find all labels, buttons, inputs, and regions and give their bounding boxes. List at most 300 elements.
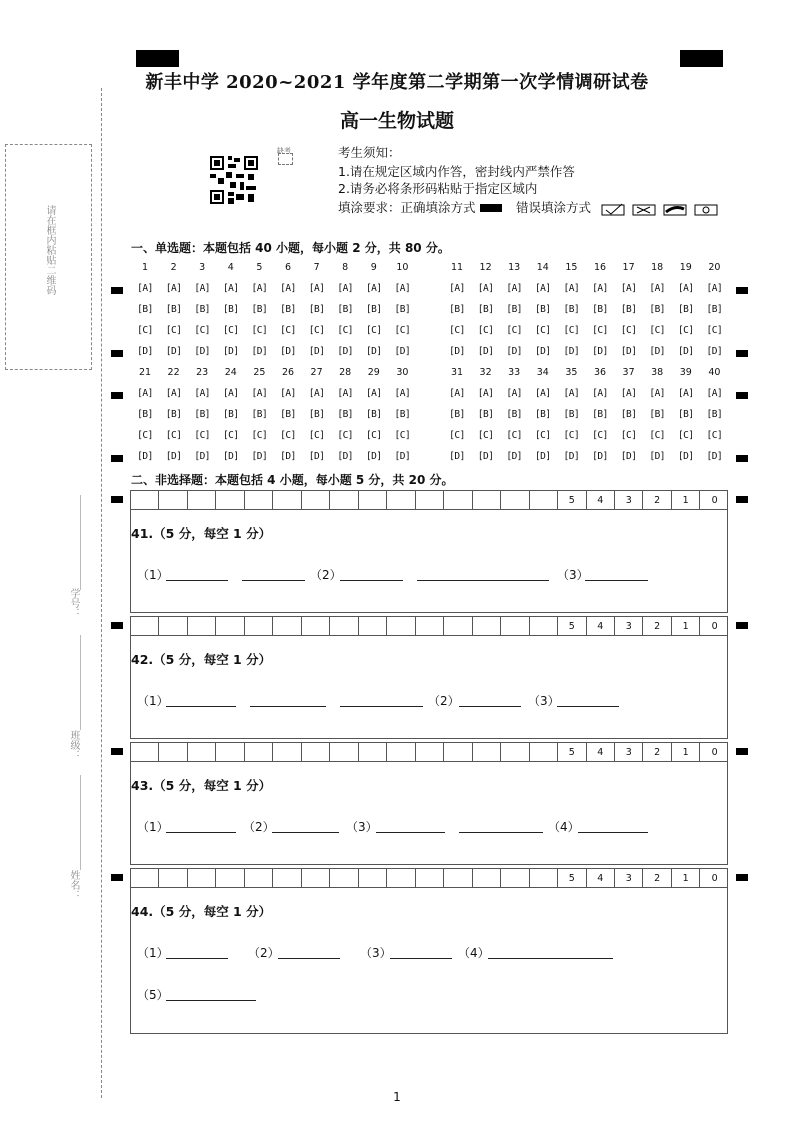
score-option[interactable]: 0 [711,621,718,632]
answer-bubble[interactable]: [D] [194,451,211,462]
answer-bubble[interactable]: [A] [706,283,723,294]
answer-bubble[interactable]: [D] [706,451,723,462]
score-cell[interactable] [216,869,244,887]
answer-bubble[interactable]: [B] [506,304,523,315]
answer-bubble[interactable]: [D] [251,346,268,357]
score-cell[interactable] [216,743,244,761]
answer-blank[interactable] [278,958,340,959]
answer-bubble[interactable]: [C] [477,325,494,336]
answer-bubble[interactable]: [A] [222,283,239,294]
answer-bubble[interactable]: [C] [677,325,694,336]
score-option[interactable]: 3 [615,743,643,761]
score-option[interactable]: 3 [615,869,643,887]
score-cell[interactable] [473,743,501,761]
score-cell[interactable] [501,617,529,635]
answer-bubble[interactable]: [C] [165,325,182,336]
answer-bubble[interactable]: [D] [165,451,182,462]
score-cell[interactable] [387,743,415,761]
answer-bubble[interactable]: [D] [137,346,153,357]
timing-mark [736,496,748,503]
score-cell[interactable] [245,743,273,761]
answer-bubble[interactable]: [D] [534,346,551,357]
answer-bubble[interactable]: [C] [308,325,325,336]
score-option[interactable]: 4 [587,869,615,887]
score-cell[interactable] [530,743,558,761]
score-cell[interactable] [530,617,558,635]
answer-bubble[interactable]: [B] [534,304,551,315]
answer-bubble[interactable]: [B] [137,304,153,315]
answer-bubble[interactable]: [D] [449,346,465,357]
answer-bubble[interactable]: [A] [251,283,268,294]
score-option[interactable]: 1 [672,491,700,509]
answer-blank[interactable] [459,706,521,707]
answer-blank[interactable] [272,832,339,833]
answer-bubble[interactable]: [D] [620,451,637,462]
answer-bubble[interactable]: [D] [477,346,494,357]
answer-bubble[interactable]: [A] [449,283,465,294]
answer-bubble[interactable]: [C] [137,325,153,336]
answer-bubble[interactable]: [C] [308,430,325,441]
answer-bubble[interactable]: [D] [677,346,694,357]
score-cell[interactable] [216,491,244,509]
answer-bubble[interactable]: [C] [534,430,551,441]
answer-bubble[interactable]: [A] [620,283,637,294]
answer-bubble[interactable]: [C] [449,325,465,336]
score-cell[interactable] [444,617,472,635]
answer-bubble[interactable]: [C] [337,325,354,336]
answer-bubble[interactable]: [D] [477,451,494,462]
timing-mark [111,622,123,629]
answer-bubble[interactable]: [A] [592,283,608,294]
answer-bubble[interactable]: [C] [280,430,296,441]
correct-fill-sample [480,204,502,212]
score-option[interactable]: 5 [558,743,586,761]
answer-bubble[interactable]: [C] [706,325,723,336]
answer-bubble[interactable]: [D] [620,346,637,357]
score-cell[interactable] [359,491,387,509]
answer-bubble[interactable]: [B] [308,409,325,420]
top-left-mark [136,50,179,67]
score-cell[interactable] [159,869,187,887]
score-cell[interactable] [273,491,301,509]
score-cell[interactable] [273,617,301,635]
question-number: 6 [284,262,292,273]
score-cell[interactable] [131,617,159,635]
answer-bubble[interactable]: [D] [449,451,465,462]
answer-bubble[interactable]: [B] [706,304,723,315]
answer-bubble[interactable]: [D] [308,346,325,357]
answer-bubble[interactable]: [C] [137,430,153,441]
answer-bubble[interactable]: [B] [620,304,637,315]
answer-bubble[interactable]: [A] [308,388,325,399]
answer-bubble[interactable]: [D] [251,451,268,462]
answer-bubble[interactable]: [B] [194,409,211,420]
answer-blank[interactable] [488,958,613,959]
answer-bubble[interactable]: [C] [649,325,666,336]
answer-blank[interactable] [166,706,236,707]
answer-blank[interactable] [390,958,452,959]
score-cell[interactable] [387,617,415,635]
score-cell[interactable] [273,869,301,887]
answer-blank[interactable] [585,580,648,581]
answer-blank[interactable] [417,580,549,581]
answer-bubble[interactable]: [B] [394,304,411,315]
notice-heading: 考生须知： [338,145,401,160]
answer-bubble[interactable]: [D] [592,346,608,357]
answer-bubble[interactable]: [B] [165,409,182,420]
blank-label: （3） [346,820,378,834]
answer-bubble[interactable]: [D] [706,346,723,357]
answer-bubble[interactable]: [A] [620,388,637,399]
score-option[interactable]: 4 [587,743,615,761]
answer-bubble[interactable]: [D] [506,451,523,462]
score-cell[interactable] [330,491,358,509]
answer-blank[interactable] [166,580,228,581]
answer-bubble[interactable]: [B] [337,304,354,315]
question-title: 43.（5 分，每空 1 分） [131,778,272,793]
answer-blank[interactable] [340,706,423,707]
score-cell[interactable] [416,869,444,887]
answer-bubble[interactable]: [C] [534,325,551,336]
answer-bubble[interactable]: [C] [449,430,465,441]
answer-bubble[interactable]: [A] [280,283,296,294]
answer-bubble[interactable]: [C] [365,430,382,441]
answer-bubble[interactable]: [A] [394,388,411,399]
score-cell[interactable] [501,869,529,887]
answer-bubble[interactable]: [C] [592,430,608,441]
answer-blank[interactable] [459,832,543,833]
answer-bubble[interactable]: [A] [534,283,551,294]
score-cell[interactable] [416,491,444,509]
answer-bubble[interactable]: [A] [280,388,296,399]
answer-bubble[interactable]: [A] [337,388,354,399]
answer-bubble[interactable]: [C] [563,430,580,441]
score-cell[interactable] [159,743,187,761]
score-option[interactable]: 0 [711,747,718,758]
score-option[interactable]: 2 [643,491,671,509]
score-cell[interactable] [473,869,501,887]
score-cell[interactable] [188,869,216,887]
question-number: 25 [253,367,266,378]
score-cell[interactable] [131,743,159,761]
answer-bubble[interactable]: [D] [394,346,411,357]
score-option[interactable]: 5 [558,869,586,887]
answer-bubble[interactable]: [C] [563,325,580,336]
answer-bubble[interactable]: [C] [706,430,723,441]
score-cell[interactable] [359,617,387,635]
score-cell[interactable] [330,743,358,761]
score-cell[interactable] [387,491,415,509]
score-option[interactable]: 2 [643,869,671,887]
answer-bubble[interactable]: [B] [194,304,211,315]
answer-bubble[interactable]: [A] [649,388,666,399]
answer-blank[interactable] [578,832,648,833]
answer-bubble[interactable]: [B] [137,409,153,420]
top-right-mark [680,50,723,67]
answer-bubble[interactable]: [A] [706,388,723,399]
answer-bubble[interactable]: [D] [563,451,580,462]
question-number: 10 [396,262,409,273]
timing-mark [111,496,123,503]
score-cell[interactable] [530,869,558,887]
answer-bubble[interactable]: [A] [365,283,382,294]
answer-bubble[interactable]: [C] [649,430,666,441]
score-cell[interactable] [444,869,472,887]
answer-blank[interactable] [376,832,445,833]
answer-bubble[interactable]: [C] [280,325,296,336]
answer-bubble[interactable]: [A] [534,388,551,399]
answer-bubble[interactable]: [D] [365,346,382,357]
answer-bubble[interactable]: [D] [337,451,354,462]
answer-bubble[interactable]: [B] [365,409,382,420]
answer-bubble[interactable]: [D] [137,451,153,462]
answer-bubble[interactable]: [B] [449,409,465,420]
answer-bubble[interactable]: [C] [251,430,268,441]
answer-bubble[interactable]: [B] [222,409,239,420]
score-cell[interactable] [245,869,273,887]
answer-blank[interactable] [340,580,403,581]
answer-bubble[interactable]: [C] [677,430,694,441]
score-option[interactable]: 2 [643,743,671,761]
answer-bubble[interactable]: [D] [165,346,182,357]
answer-blank[interactable] [166,958,228,959]
question-number: 12 [479,262,492,273]
answer-bubble[interactable]: [C] [506,325,523,336]
answer-bubble[interactable]: [A] [251,388,268,399]
score-cell[interactable] [330,617,358,635]
question-number: 5 [256,262,263,273]
score-cell[interactable] [444,743,472,761]
answer-bubble[interactable]: [B] [649,409,666,420]
answer-bubble[interactable]: [B] [506,409,523,420]
score-cell[interactable] [473,491,501,509]
answer-bubble[interactable]: [B] [620,409,637,420]
answer-bubble[interactable]: [C] [251,325,268,336]
answer-bubble[interactable]: [C] [394,430,411,441]
answer-bubble[interactable]: [C] [165,430,182,441]
score-option[interactable]: 5 [558,491,586,509]
blank-label: （3） [360,946,392,960]
fill-requirement: 填涂要求：正确填涂方式 [338,200,476,215]
score-cell[interactable] [530,491,558,509]
answer-blank[interactable] [166,1000,256,1001]
question-number: 17 [622,262,635,273]
answer-bubble[interactable]: [C] [620,430,637,441]
answer-bubble[interactable]: [B] [706,409,723,420]
answer-bubble[interactable]: [A] [165,388,182,399]
score-cell[interactable] [216,617,244,635]
answer-bubble[interactable]: [B] [677,304,694,315]
answer-bubble[interactable]: [D] [308,451,325,462]
answer-bubble[interactable]: [A] [563,283,580,294]
score-cell[interactable] [302,743,330,761]
timing-mark [736,350,748,357]
question-number: 2 [170,262,177,273]
answer-bubble[interactable]: [B] [165,304,182,315]
timing-mark [111,350,123,357]
score-cell[interactable] [501,491,529,509]
blank-label: （2） [310,568,342,582]
answer-bubble[interactable]: [B] [592,304,608,315]
score-cell[interactable] [302,491,330,509]
exam-title: 新丰中学 2020~2021 学年度第二学期第一次学情调研试卷 [145,72,649,93]
question-number: 34 [536,367,549,378]
answer-bubble[interactable]: [D] [534,451,551,462]
blank-label: （3） [528,694,560,708]
answer-bubble[interactable]: [C] [506,430,523,441]
score-option[interactable]: 1 [672,869,700,887]
question-number: 23 [196,367,209,378]
answer-blank[interactable] [242,580,305,581]
answer-bubble[interactable]: [A] [365,388,382,399]
score-cell[interactable] [444,491,472,509]
answer-bubble[interactable]: [A] [137,283,153,294]
answer-bubble[interactable]: [C] [620,325,637,336]
notice-rule-1: 1.请在规定区域内作答，密封线内严禁作答 [338,164,575,179]
answer-bubble[interactable]: [A] [477,283,494,294]
answer-bubble[interactable]: [C] [365,325,382,336]
question-title: 41.（5 分，每空 1 分） [131,526,272,541]
answer-bubble[interactable]: [B] [394,409,411,420]
answer-bubble[interactable]: [B] [365,304,382,315]
answer-bubble[interactable]: [B] [251,304,268,315]
score-option[interactable]: 5 [558,617,586,635]
answer-bubble[interactable]: [C] [394,325,411,336]
score-option[interactable]: 3 [615,617,643,635]
answer-bubble[interactable]: [A] [592,388,608,399]
score-cell[interactable] [359,869,387,887]
answer-bubble[interactable]: [A] [506,388,523,399]
answer-bubble[interactable]: [C] [337,430,354,441]
answer-bubble[interactable]: [B] [677,409,694,420]
answer-bubble[interactable]: [D] [194,346,211,357]
answer-bubble[interactable]: [D] [506,346,523,357]
answer-bubble[interactable]: [B] [449,304,465,315]
score-cell[interactable] [330,869,358,887]
answer-bubble[interactable]: [A] [563,388,580,399]
answer-bubble[interactable]: [A] [137,388,153,399]
answer-bubble[interactable]: [A] [337,283,354,294]
answer-bubble[interactable]: [B] [222,304,239,315]
answer-bubble[interactable]: [A] [677,388,694,399]
answer-bubble[interactable]: [C] [194,325,211,336]
score-option[interactable]: 2 [643,617,671,635]
score-option[interactable]: 1 [672,617,700,635]
score-option[interactable]: 0 [711,873,718,884]
score-cell[interactable] [302,869,330,887]
answer-bubble[interactable]: [D] [337,346,354,357]
answer-bubble[interactable]: [B] [308,304,325,315]
score-cell[interactable] [416,617,444,635]
answer-bubble[interactable]: [D] [280,346,296,357]
answer-bubble[interactable]: [C] [477,430,494,441]
answer-bubble[interactable]: [A] [677,283,694,294]
answer-blank[interactable] [166,832,236,833]
answer-bubble[interactable]: [A] [308,283,325,294]
score-cell[interactable] [245,491,273,509]
blank-label: （4） [548,820,580,834]
question-number: 24 [224,367,237,378]
score-cell[interactable] [359,743,387,761]
answer-bubble[interactable]: [B] [280,304,296,315]
score-cell[interactable] [416,743,444,761]
answer-bubble[interactable]: [A] [194,388,211,399]
answer-bubble[interactable]: [C] [194,430,211,441]
score-option[interactable]: 4 [587,491,615,509]
score-cell[interactable] [188,743,216,761]
answer-bubble[interactable]: [B] [477,304,494,315]
answer-bubble[interactable]: [C] [592,325,608,336]
class-label: 班级： [68,730,79,760]
answer-bubble[interactable]: [A] [649,283,666,294]
answer-bubble[interactable]: [B] [592,409,608,420]
qr-code-icon [210,156,258,204]
timing-mark [736,874,748,881]
answer-bubble[interactable]: [A] [506,283,523,294]
score-option[interactable]: 1 [672,743,700,761]
answer-bubble[interactable]: [D] [649,451,666,462]
answer-bubble[interactable]: [B] [563,409,580,420]
question-number: 9 [370,262,377,273]
answer-bubble[interactable]: [A] [222,388,239,399]
answer-bubble[interactable]: [A] [194,283,211,294]
answer-bubble[interactable]: [A] [165,283,182,294]
score-cell[interactable] [387,869,415,887]
answer-bubble[interactable]: [D] [222,346,239,357]
score-option[interactable]: 0 [711,495,718,506]
score-cell[interactable] [131,869,159,887]
answer-bubble[interactable]: [A] [477,388,494,399]
score-option[interactable]: 3 [615,491,643,509]
absent-checkbox[interactable] [278,153,293,165]
answer-bubble[interactable]: [B] [649,304,666,315]
answer-bubble[interactable]: [D] [222,451,239,462]
score-cell[interactable] [302,617,330,635]
answer-blank[interactable] [250,706,326,707]
answer-blank[interactable] [557,706,619,707]
answer-bubble[interactable]: [A] [449,388,465,399]
score-option[interactable]: 4 [587,617,615,635]
answer-bubble[interactable]: [D] [365,451,382,462]
score-cell[interactable] [188,491,216,509]
absent-tag: 缺考 [277,147,291,155]
score-cell[interactable] [188,617,216,635]
score-cell[interactable] [501,743,529,761]
answer-bubble[interactable]: [D] [649,346,666,357]
answer-bubble[interactable]: [D] [280,451,296,462]
answer-bubble[interactable]: [B] [280,409,296,420]
score-cell[interactable] [273,743,301,761]
answer-bubble[interactable]: [B] [477,409,494,420]
score-cell[interactable] [159,617,187,635]
score-cell[interactable] [159,491,187,509]
answer-bubble[interactable]: [D] [563,346,580,357]
answer-bubble[interactable]: [B] [534,409,551,420]
score-cell[interactable] [245,617,273,635]
answer-bubble[interactable]: [D] [394,451,411,462]
score-cell[interactable] [131,491,159,509]
answer-bubble[interactable]: [C] [222,325,239,336]
answer-bubble[interactable]: [D] [592,451,608,462]
question-title: 44.（5 分，每空 1 分） [131,904,272,919]
answer-bubble[interactable]: [D] [677,451,694,462]
answer-bubble[interactable]: [B] [337,409,354,420]
score-cell[interactable] [473,617,501,635]
answer-bubble[interactable]: [B] [251,409,268,420]
answer-bubble[interactable]: [A] [394,283,411,294]
answer-bubble[interactable]: [B] [563,304,580,315]
answer-bubble[interactable]: [C] [222,430,239,441]
